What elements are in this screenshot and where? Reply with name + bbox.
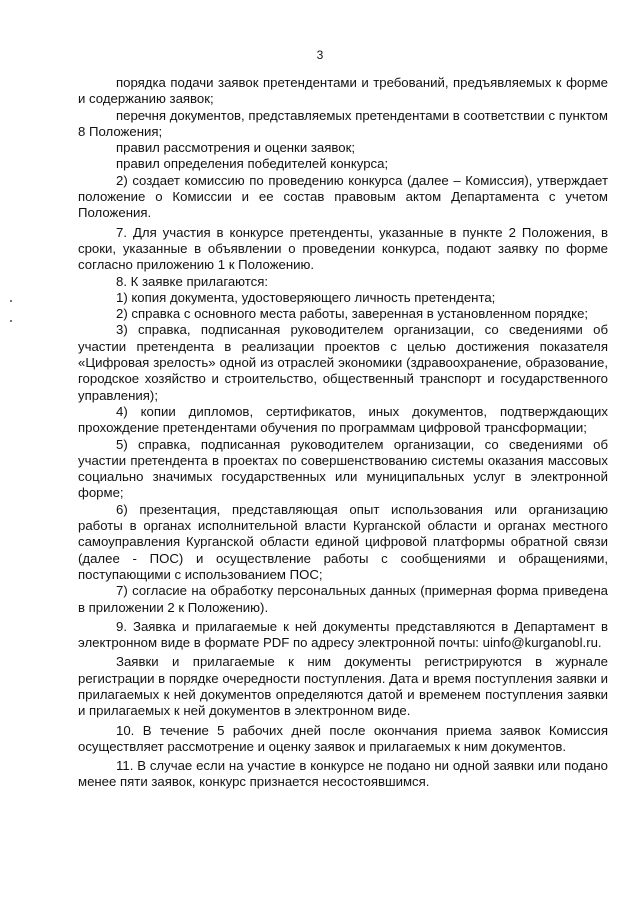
- paragraph: правил определения победителей конкурса;: [116, 156, 389, 172]
- paragraph: 1) копия документа, удостоверяющего личность претендента;: [116, 289, 496, 305]
- paragraph: порядка подачи заявок претендентами и требований, предъявляемых к форме и содержанию заявок;: [78, 75, 608, 107]
- paragraph: 3) справка, подписанная руководителем организации, со сведениями об участии претендента в реализации проектов с целью достижения показателя «Цифровая зрелость» одной из отраслей экономики (здравоохранение, образование, городское хозяйство и строительство, общественный транспорт и государственного управления);: [78, 322, 608, 403]
- paragraph: 7. Для участия в конкурсе претенденты, указанные в пункте 2 Положения, в сроки, указанные в объявлении о проведении конкурса, подают заявку по форме согласно приложению 1 к Положению.: [78, 224, 608, 273]
- paragraph: Заявки и прилагаемые к ним документы регистрируются в журнале регистрации в порядке очередности поступления. Дата и время поступления заявки и прилагаемых к ней документов определяются датой и временем поступления заявки и прилагаемых к ней документов в электронном виде.: [78, 654, 608, 719]
- paragraph: правил рассмотрения и оценки заявок;: [116, 140, 356, 156]
- paragraph: 5) справка, подписанная руководителем организации, со сведениями об участии претендента в проектах по совершенствованию системы оказания массовых социально значимых государственных или муниципальных услуг в электронной форме;: [78, 436, 608, 501]
- margin-dot: [10, 300, 12, 302]
- paragraph: 8. К заявке прилагаются:: [116, 273, 269, 289]
- paragraph: 11. В случае если на участие в конкурсе не подано ни одной заявки или подано менее пяти заявок, конкурс признается несостоявшимся.: [78, 758, 608, 790]
- paragraph: 2) справка с основного места работы, заверенная в установленном порядке;: [116, 306, 589, 322]
- document-body: [78, 75, 608, 791]
- paragraph: 2) создает комиссию по проведению конкурса (далее – Комиссия), утверждает положение о Комиссии и ее состав правовым актом Департамента с учетом Положения.: [78, 172, 608, 221]
- page-number: 3: [316, 48, 324, 62]
- paragraph: 10. В течение 5 рабочих дней после окончания приема заявок Комиссия осуществляет рассмотрение и оценку заявок и прилагаемых к ним документов.: [78, 722, 608, 754]
- paragraph: 9. Заявка и прилагаемые к ней документы представляются в Департамент в электронном виде в формате PDF по адресу электронной почты: uinfo@kurganobl.ru.: [78, 618, 608, 651]
- paragraph: 6) презентация, представляющая опыт использования или организацию работы в органах исполнительной власти Курганской области и органах местного самоуправления Курганской области единой цифровой платформы обратной связи (далее - ПОС) и осуществление работы с сообщениями и обращениями, поступающими с использованием ПОС;: [78, 501, 608, 582]
- paragraph: 4) копии дипломов, сертификатов, иных документов, подтверждающих прохождение претендентами обучения по программам цифровой трансформации;: [78, 403, 608, 436]
- margin-marks: [10, 300, 14, 360]
- paragraph: 7) согласие на обработку персональных данных (примерная форма приведена в приложении 2 к Положению).: [78, 583, 608, 615]
- margin-dot: [10, 320, 12, 322]
- paragraph: перечня документов, представляемых претендентами в соответствии с пунктом 8 Положения;: [78, 107, 608, 139]
